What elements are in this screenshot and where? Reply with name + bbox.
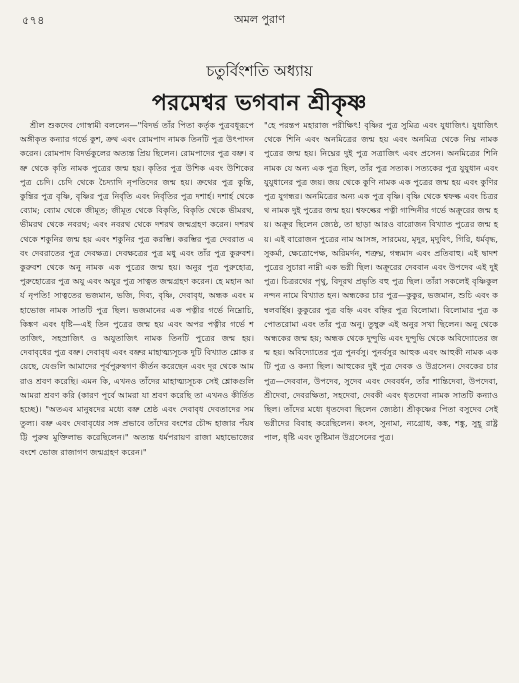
left-column-paragraph: শ্রীল শুকদেব গোস্বামী বললেন—"বিদর্ভ তাঁর পিতা কর্তৃক পুত্রবধূরূপে অঙ্গীকৃত কন্যার গর্ভে কুশ, ক্রথ এবং রোমপাদ নামক তিনটি পুত্র উৎপাদন করেন। রোমপাদ বিদর্ভকুলের অত্যন্ত প্রিয় ছিলেন। রোমপাদের পুত্র বভ্রু। বভ্রু থেকে কৃতি নামক পুত্রের জন্ম হয়। কৃতির পুত্র উশিক এবং উশিকের পুত্র চেদি। চেদি থেকে চৈদ্যাদি নৃপতিদের জন্ম হয়। ক্রথের পুত্র কুন্তি, কুন্তির পুত্র বৃষ্ণি, বৃষ্ণির পুত্র নির্বৃতি এবং নির্বৃতির পুত্র দশার্হ। দশার্হ থেকে ব্যোম; ব্যোম থেকে জীমূত; জীমূত থেকে বিকৃতি, বিকৃতি থেকে ভীমরথ, ভীমরথ থেকে নবরথ; এবং নবরথ থেকে দশরথ জন্মগ্রহণ করেন। দশরথ থেকে শকুনির জন্ম হয় এবং শকুনির পুত্র করম্ভি। করম্ভির পুত্র দেবরাত এবং দেবরাতের পুত্র দেবক্ষত্র। দেবক্ষত্রের পুত্র মধু এবং তাঁর পুত্র কুরুবশ। কুরুবশ থেকে অনু নামক এক পুত্রের জন্ম হয়। অনুর পুত্র পুরুহোত্র, পুরুহোত্রের পুত্র অযু এবং অযুর পুত্র সাত্বত জন্মগ্রহণ করেন। হে মহান আর্য নৃপতি! সাত্বতের ভজমান, ভজি, দিব্য, বৃষ্ণি, দেবাবৃধ, অন্ধক এবং মহাভোজ নামক সাতটি পুত্র ছিল। ভজমানের এক পত্নীর গর্ভে নিম্নোচি, কিঙ্কণ এবং ধৃষ্টি—এই তিন পুত্রের জন্ম হয় এবং অপর পত্নীর গর্ভে শতাজিৎ, সহস্রাজিৎ ও অযুতাজিৎ নামক তিনটি পুত্রের জন্ম হয়। দেবাবৃধের পুত্র বভ্রু। দেবাবৃধ এবং বভ্রুর মাহাত্ম্যসূচক দুটি বিখ্যাত শ্লোক রয়েছে, যেগুলি আমাদের পূর্বপুরুষগণ কীর্তন করেছেন এবং দূর থেকে আমরাও শ্রবণ করেছি। এমন কি, এখনও তাঁদের মাহাত্ম্যসূচক সেই শ্লোকগুলি আমরা শ্রবণ করি (কারণ পূর্বে আমরা যা শ্রবণ করেছি তা এখনও কীর্তিত হচ্ছে)। "অতএব মানুষদের মধ্যে বভ্রু শ্রেষ্ঠ এবং দেবাবৃধ দেবতাদের সমতুল্য। বভ্রু এবং দেবাবৃধের সঙ্গ প্রভাবে তাঁদের বংশের চৌদ্দ হাজার পঁয়ষট্টি পুরুষ মুক্তিলাভ করেছিলেন।" অত্যন্ত ধর্মপরায়ণ রাজা মহাভোজের বংশে ভোজ রাজাগণ জন্মগ্রহণ করেন।": [20, 120, 254, 457]
section-title: পরমেশ্বর ভগবান শ্রীকৃষ্ণ: [151, 90, 368, 116]
body-columns: [20, 118, 498, 461]
running-title: অমল পুরাণ: [234, 13, 285, 26]
chapter-title: চতুর্বিংশতি অধ্যায়: [206, 62, 313, 80]
left-column: [20, 118, 254, 461]
page-number: ৫৭৪: [22, 14, 45, 27]
right-column-paragraph: "হে পরন্তপ মহারাজ পরীক্ষিৎ! বৃষ্ণির পুত্র সুমিত্র এবং যুধাজিৎ। যুধাজিৎ থেকে শিনি এবং অনমিত্রের জন্ম হয় এবং অনমিত্র থেকে নিঘ্ন নামক পুত্রের জন্ম হয়। নিঘ্নের দুই পুত্র সত্রাজিৎ এবং প্রসেন। অনমিত্রের শিনি নামক যে অন্য এক পুত্র ছিল, তাঁর পুত্র সত্যক। সত্যকের পুত্র যুযুধান এবং যুযুধানের পুত্র জয়। জয় থেকে কুণি নামক এক পুত্রের জন্ম হয় এবং কুণির পুত্র যুগন্ধর। অনমিত্রের অন্য এক পুত্র বৃষ্ণি। বৃষ্ণি থেকে শ্বফল্ক এবং চিত্ররথ নামক দুই পুত্রের জন্ম হয়। শ্বফল্কের পত্নী গান্দিনীর গর্ভে অক্রূরের জন্ম হয়। অক্রূর ছিলেন জ্যেষ্ঠ, তা ছাড়া আরও বারোজন বিখ্যাত পুত্রের জন্ম হয়। এই বারোজন পুত্রের নাম আসঙ্গ, সারমেয়, মৃদুর, মৃদুবিৎ, গিরি, ধর্মবৃদ্ধ, সুকর্মা, ক্ষেত্রোপেক্ষ, অরিমর্দন, শত্রুঘ্ন, গন্ধমাদ এবং প্রতিবাহু। এই দ্বাদশ পুত্রের সুচারা নাম্নী এক ভগ্নী ছিল। অক্রূরের দেববান এবং উপদেব এই দুই পুত্র। চিত্ররথের পৃথু, বিদূরথ প্রভৃতি বহু পুত্র ছিল। তাঁরা সকলেই বৃষ্ণিকুলনন্দন নামে বিখ্যাত হন। অন্ধকের চার পুত্র—কুকুর, ভজমান, শুচি এবং কম্বলবর্হিষ। কুকুরের পুত্র বহ্নি এবং বহ্নির পুত্র বিলোমা। বিলোমার পুত্র কপোতরোমা এবং তাঁর পুত্র অনু। তুম্বুরু এই অনুর সখা ছিলেন। অনু থেকে অন্ধকের জন্ম হয়; অন্ধক থেকে দুন্দুভি এবং দুন্দুভি থেকে অবিদ্যোতের জন্ম হয়। অবিদ্যোতের পুত্র পুনর্বসু। পুনর্বসুর আহুক এবং আহুকী নামক একটি পুত্র ও কন্যা ছিল। আহুকের দুই পুত্র দেবক ও উগ্রসেন। দেবকের চারপুত্র—দেববান, উপদেব, সুদেব এবং দেববর্ধন, তাঁর শান্তিদেবা, উপদেবা, শ্রীদেবা, দেবরক্ষিতা, সহদেবা, দেবকী এবং ধৃতদেবা নামক সাতটি কন্যাও ছিল। তাঁদের মধ্যে ধৃতদেবা ছিলেন জ্যেষ্ঠা। শ্রীকৃষ্ণের পিতা বসুদেব সেই ভগ্নীদের বিবাহ করেছিলেন। কংস, সুনামা, ন্যগ্রোধ, কঙ্ক, শঙ্কু, সুহূ রাষ্ট্রপাল, ধৃষ্টি এবং তুষ্টিমান উগ্রসেনের পুত্র।: [264, 120, 498, 443]
right-column: [264, 118, 498, 461]
